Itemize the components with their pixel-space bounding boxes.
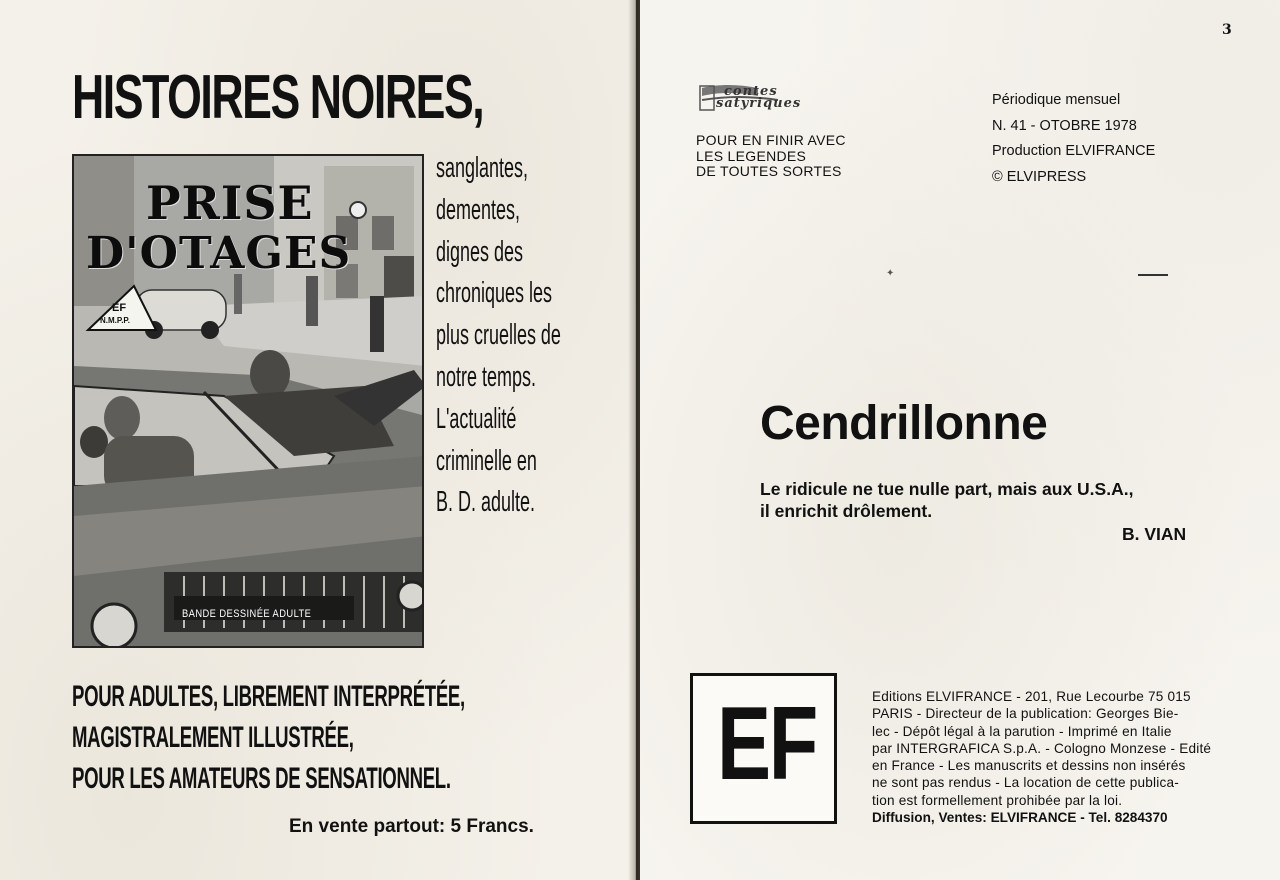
right-page xyxy=(640,0,1280,880)
left-page xyxy=(0,0,636,880)
cover-illustration xyxy=(72,154,424,648)
epigraph-line: Le ridicule ne tue nulle part, mais aux U.S.A., xyxy=(760,479,1134,499)
motto-line: LES LEGENDES xyxy=(696,147,807,164)
meta-line: Périodique mensuel xyxy=(992,92,1121,108)
motto-line: POUR EN FINIR AVEC xyxy=(696,132,846,148)
epigraph xyxy=(760,478,1133,522)
page-number: 3 xyxy=(1222,22,1232,38)
series-motto xyxy=(696,133,846,180)
headline: HISTOIRES NOIRES, xyxy=(72,63,484,132)
side-line: chroniques les xyxy=(436,277,552,310)
cover-banner: BANDE DESSINÉE ADULTE xyxy=(182,608,312,620)
cover-badge-brand: EF xyxy=(112,302,127,314)
imprint-line: ne sont pas rendus - La location de cette publica- xyxy=(872,775,1179,791)
diffusion-line: Diffusion, Ventes: ELVIFRANCE - Tel. 8284370 xyxy=(872,810,1168,825)
ef-logo xyxy=(690,673,837,824)
side-line: L'actualité xyxy=(436,402,517,435)
side-line: criminelle en xyxy=(436,444,537,477)
cover-badge-sub: N.M.P.P. xyxy=(100,316,130,325)
imprint-line: lec - Dépôt légal à la parution - Imprimé en Italie xyxy=(872,723,1172,739)
side-line: dementes, xyxy=(436,193,520,226)
tagline xyxy=(72,676,636,799)
imprint-line: PARIS - Directeur de la publication: Georges Bie- xyxy=(872,706,1179,722)
divider xyxy=(1138,274,1168,276)
motto-line: DE TOUTES SORTES xyxy=(696,163,842,179)
side-line: dignes des xyxy=(436,235,523,268)
ef-logo-letters: EF xyxy=(717,686,816,802)
ink-speck-icon: ✦ xyxy=(886,268,895,279)
epigraph-line: il enrichit drôlement. xyxy=(760,501,933,521)
side-line: B. D. adulte. xyxy=(436,486,535,519)
story-title: Cendrillonne xyxy=(760,397,1048,450)
tagline-line: MAGISTRALEMENT ILLUSTRÉE, xyxy=(72,721,354,754)
meta-line: N. 41 - OTOBRE 1978 xyxy=(992,117,1137,134)
tagline-line: POUR LES AMATEURS DE SENSATIONNEL. xyxy=(72,762,451,795)
epigraph-author: B. VIAN xyxy=(1122,524,1187,544)
cover-title-line1: PRISE xyxy=(146,176,314,230)
side-line: notre temps. xyxy=(436,360,536,393)
logo-line1: contes xyxy=(724,84,778,99)
cover-title-line2: D'OTAGES xyxy=(86,228,352,279)
imprint xyxy=(872,688,1211,809)
side-line: sanglantes, xyxy=(436,152,528,184)
publication-meta xyxy=(992,88,1155,190)
imprint-line: par INTERGRAFICA S.p.A. - Cologno Monzese - Edité xyxy=(872,740,1212,756)
price-notice: En vente partout: 5 Francs. xyxy=(289,816,534,837)
side-line: plus cruelles de xyxy=(436,319,561,352)
imprint-line: en France - Les manuscrits et dessins non insérés xyxy=(872,758,1186,774)
meta-line: © ELVIPRESS xyxy=(992,168,1087,185)
meta-line: Production ELVIFRANCE xyxy=(992,143,1156,159)
logo-line2: satyriques xyxy=(716,96,802,111)
imprint-line: Editions ELVIFRANCE - 201, Rue Lecourbe 75 015 xyxy=(872,689,1191,704)
imprint-line: tion est formellement prohibée par la loi. xyxy=(872,792,1123,808)
tagline-line: POUR ADULTES, LIBREMENT INTERPRÉTÉE, xyxy=(72,680,465,713)
side-description xyxy=(436,148,636,524)
